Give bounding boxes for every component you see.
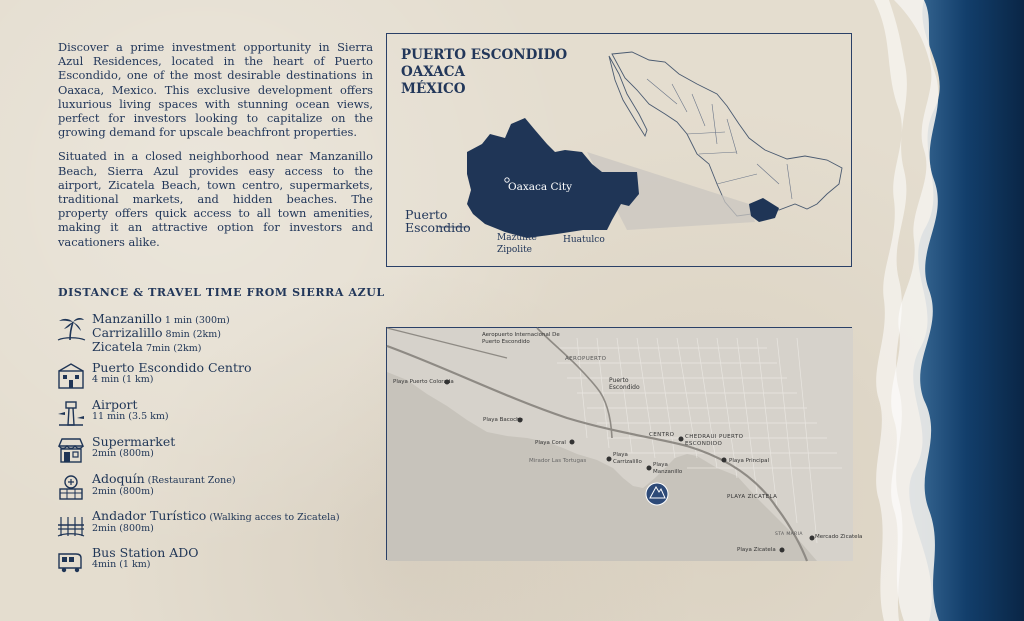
- place-time: 2min (800m): [92, 523, 154, 534]
- list-item: [56, 398, 386, 428]
- label-mirador: Mirador Las Tortugas: [529, 458, 587, 464]
- place-name: Puerto Escondido Centro: [92, 360, 252, 375]
- airport-tower-icon: [56, 398, 86, 428]
- label-playa-coral: Playa Coral: [535, 440, 566, 446]
- label-puerto-escondido: Puerto Escondido: [609, 377, 640, 391]
- list-item: [56, 509, 386, 539]
- beach-time: 1 min (300m): [164, 315, 230, 326]
- place-time: 4min (1 km): [92, 559, 151, 570]
- title-line: OAXACA: [401, 64, 465, 80]
- place-time: 4 min (1 km): [92, 374, 154, 385]
- label-sta-maria: STA MARIA: [775, 532, 803, 537]
- label-playa-principal: Playa Principal: [729, 458, 770, 464]
- store-icon: [56, 435, 86, 465]
- place-name: Adoquín: [92, 471, 145, 486]
- beach-time: 8min (2km): [165, 329, 221, 340]
- label-huatulco: Huatulco: [563, 235, 605, 245]
- label-playa-bacocho: Playa Bacocho: [483, 417, 523, 423]
- list-item: [56, 361, 386, 391]
- intro-text: [58, 40, 373, 259]
- list-item: [56, 472, 386, 502]
- list-item: [56, 435, 386, 465]
- title-line: PUERTO ESCONDIDO: [401, 47, 568, 63]
- intro-paragraph-1: Discover a prime investment opportunity in Sierra Azul Residences, located in the heart of Puerto Escondido, one of the most desirable destinations in Oaxaca, Mexico. This exclusive development offers luxurious living spaces with stunning ocean views, perfect for investors looking to capitalize on the growing demand for upscale beachfront properties.: [58, 40, 373, 140]
- place-time: 11 min (3.5 km): [92, 411, 169, 422]
- oaxaca-state-shape: [467, 118, 639, 238]
- label-airport: Aeropuerto Internacional De Puerto Escondido: [482, 332, 560, 345]
- beach-name: Carrizalillo: [92, 325, 163, 340]
- bus-icon: [56, 546, 86, 576]
- palm-tree-icon: [56, 312, 86, 342]
- label-aeropuerto: AEROPUERTO: [565, 356, 607, 362]
- list-item: [56, 546, 386, 576]
- walkway-icon: [56, 509, 86, 539]
- place-name: Bus Station ADO: [92, 545, 199, 560]
- label-playa-zicatela: Playa Zicatela: [737, 547, 776, 553]
- place-name: Andador Turístico: [92, 508, 207, 523]
- place-time: 2min (800m): [92, 448, 154, 459]
- place-time: 2min (800m): [92, 486, 154, 497]
- town-icon: [56, 361, 86, 391]
- label-zipolite: Zipolite: [497, 245, 533, 255]
- label-puerto: Puerto: [405, 207, 448, 222]
- label-mazunte: Mazunte: [497, 233, 537, 243]
- place-note: (Restaurant Zone): [147, 475, 236, 486]
- beach-name: Manzanillo: [92, 311, 162, 326]
- restaurant-icon: [56, 472, 86, 502]
- list-item: [56, 312, 386, 354]
- label-playa-colorada: Playa Puerto Colorada: [393, 379, 454, 385]
- label-oaxaca-city: Oaxaca City: [508, 181, 573, 193]
- intro-paragraph-2: Situated in a closed neighborhood near Manzanillo Beach, Sierra Azul provides easy access to the airport, Zicatela Beach, town centro, supermarkets, traditional markets, and hidden beaches. The property offers quick access to all town amenities, making it an attractive option for investors and vacationers alike.: [58, 149, 373, 249]
- place-name: Airport: [92, 397, 138, 412]
- property-marker: [646, 483, 668, 505]
- label-playa-manzanillo: Playa Manzanillo: [653, 462, 683, 475]
- title-line: MÉXICO: [401, 81, 466, 97]
- region-map: [386, 33, 852, 267]
- label-escondido: Escondido: [405, 220, 471, 235]
- local-map: [386, 327, 863, 560]
- label-centro: CENTRO: [649, 432, 675, 438]
- label-chedraui: CHEDRAUI PUERTO ESCONDIDO: [685, 434, 744, 447]
- beach-time: 7min (2km): [146, 343, 202, 354]
- label-playa-carrizalillo: Playa Carrizalillo: [613, 452, 642, 465]
- local-map-drawing: [387, 328, 853, 561]
- distance-list: [56, 312, 386, 583]
- label-playa-zicatela-area: PLAYA ZICATELA: [727, 494, 778, 500]
- beach-name: Zicatela: [92, 339, 144, 354]
- ocean-waves-image: [854, 0, 1024, 621]
- baja-outline: [609, 56, 647, 136]
- distance-title: DISTANCE & TRAVEL TIME FROM SIERRA AZUL: [58, 286, 385, 299]
- label-mercado: Mercado Zicatela: [815, 534, 863, 540]
- place-name: Supermarket: [92, 434, 176, 449]
- place-note: (Walking acces to Zicatela): [209, 512, 340, 523]
